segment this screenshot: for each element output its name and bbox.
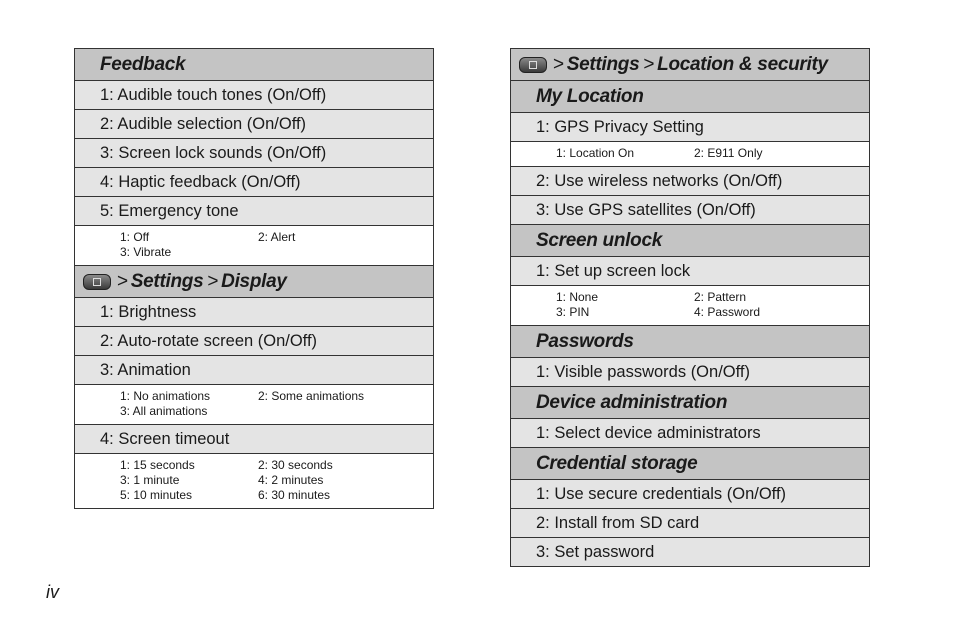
option-text: 2: Alert xyxy=(258,230,296,244)
display-item: 3: Animation xyxy=(75,355,433,384)
menu-key-icon xyxy=(519,57,547,73)
passwords-header: Passwords xyxy=(511,325,869,357)
option-text: 1: 15 seconds xyxy=(120,458,195,472)
display-item: 2: Auto-rotate screen (On/Off) xyxy=(75,326,433,355)
feedback-item: 1: Audible touch tones (On/Off) xyxy=(75,80,433,109)
option-text: 5: 10 minutes xyxy=(120,488,193,502)
option-text: 3: All animations xyxy=(120,404,208,418)
feedback-item: 2: Audible selection (On/Off) xyxy=(75,109,433,138)
option-text: 4: Password xyxy=(694,305,761,319)
screen-lock-options xyxy=(511,285,869,325)
option-text: 6: 30 minutes xyxy=(258,488,331,502)
feedback-item: 3: Screen lock sounds (On/Off) xyxy=(75,138,433,167)
location-item: 2: Use wireless networks (On/Off) xyxy=(511,166,869,195)
device-admin-header: Device administration xyxy=(511,386,869,418)
screen-unlock-header: Screen unlock xyxy=(511,224,869,256)
option-text: 3: Vibrate xyxy=(120,245,172,259)
option-text: 1: No animations xyxy=(120,389,211,403)
option-text: 2: E911 Only xyxy=(694,146,763,160)
feedback-header: Feedback xyxy=(75,48,433,80)
feedback-item: 5: Emergency tone xyxy=(75,196,433,225)
option-text: 4: 2 minutes xyxy=(258,473,324,487)
option-text: 1: Off xyxy=(120,230,150,244)
animation-options xyxy=(75,384,433,424)
option-text: 3: 1 minute xyxy=(120,473,180,487)
option-text: 2: Some animations xyxy=(258,389,365,403)
device-admin-item: 1: Select device administrators xyxy=(511,418,869,447)
screen-timeout-options xyxy=(75,453,433,508)
location-item: 3: Use GPS satellites (On/Off) xyxy=(511,195,869,224)
gps-privacy-options xyxy=(511,141,869,166)
display-item: 1: Brightness xyxy=(75,297,433,326)
right-settings-table xyxy=(510,48,870,567)
credential-storage-header: Credential storage xyxy=(511,447,869,479)
feedback-item: 4: Haptic feedback (On/Off) xyxy=(75,167,433,196)
left-settings-table xyxy=(74,48,434,509)
my-location-header: My Location xyxy=(511,80,869,112)
screen-timeout-item: 4: Screen timeout xyxy=(75,424,433,453)
display-header: > Settings > Display xyxy=(75,265,433,297)
option-text: 1: None xyxy=(556,290,599,304)
credential-item: 2: Install from SD card xyxy=(511,508,869,537)
credential-item: 1: Use secure credentials (On/Off) xyxy=(511,479,869,508)
passwords-item: 1: Visible passwords (On/Off) xyxy=(511,357,869,386)
gps-privacy-item: 1: GPS Privacy Setting xyxy=(511,112,869,141)
page-number: iv xyxy=(46,582,59,602)
option-text: 2: Pattern xyxy=(694,290,747,304)
option-text: 2: 30 seconds xyxy=(258,458,333,472)
screen-lock-item: 1: Set up screen lock xyxy=(511,256,869,285)
option-text: 3: PIN xyxy=(556,305,590,319)
menu-key-icon xyxy=(83,274,111,290)
emergency-tone-options xyxy=(75,225,433,265)
option-text: 1: Location On xyxy=(556,146,635,160)
location-security-header: > Settings > Location & security xyxy=(511,48,869,80)
credential-item: 3: Set password xyxy=(511,537,869,566)
